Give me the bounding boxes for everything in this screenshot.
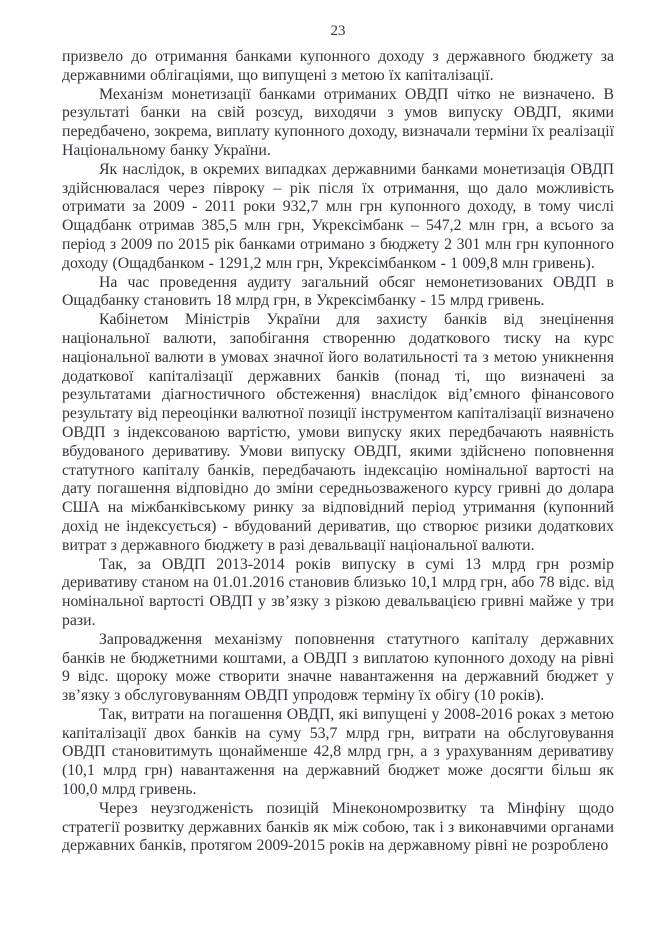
paragraph: На час проведення аудиту загальний обсяг немонетизованих ОВДП в Ощадбанку становить 18 млрд грн, в Укрексімбанку - 15 млрд гривень. (62, 273, 614, 310)
paragraph: Механізм монетизації банками отриманих ОВДП чітко не визначено. В результаті банки на свій розсуд, виходячи з умов випуску ОВДП, якими передбачено, зокрема, виплату купонного доходу, визначали терміни їх реалізації Національному банку України. (62, 85, 614, 159)
paragraph: Запровадження механізму поповнення статутного капіталу державних банків не бюджетними коштами, а ОВДП з виплатою купонного доходу на рівні 9 відс. щороку може створити значне навантаження на державний бюджет у зв’язку з обслуговуванням ОВДП упродовж терміну їх обігу (10 років). (62, 630, 614, 705)
paragraph: Через неузгодженість позицій Мінекономрозвитку та Мінфіну щодо стратегії розвитку державних банків як між собою, так і з виконавчими органами державних банків, протягом 2009-2015 років на державному рівні не розроблено (62, 799, 614, 855)
paragraph: Так, витрати на погашення ОВДП, які випущені у 2008-2016 роках з метою капіталізації двох банків на суму 53,7 млрд грн, витрати на обслуговування ОВДП становитимуть щонайменше 42,8 млрд грн, а з урахуванням деривативу (10,1 млрд грн) навантаження на державний бюджет може досягти більш як 100,0 млрд гривень. (62, 705, 614, 799)
paragraph: Кабінетом Міністрів України для захисту банків від знецінення національної валюти, запобігання створенню додаткового тиску на курс національної валюти в умовах значної його волатильності та з метою уникнення додаткової капіталізації державних банків (понад ті, що визначені за результатами діагностичного обстеження) внаслідок від’ємного фінансового результату від переоцінки валютної позиції інструментом капіталізації визначено ОВДП з індексованою вартістю, умови випуску яких передбачають наявність вбудованого деривативу. Умови випуску ОВДП, якими здійснено поповнення статутного капіталу банків, передбачають індексацію номінальної вартості на дату погашення відповідно до зміни середньозваженого курсу гривні до долара США на міжбанківському ринку за відповідний період утримання (купонний дохід не індексується) - вбудований дериватив, що створює ризики додаткових витрат з державного бюджету в разі девальвації національної валюти. (62, 311, 614, 554)
document-body (62, 48, 614, 856)
paragraph-continuation: призвело до отримання банками купонного доходу з державного бюджету за державними облігаціями, що випущені з метою їх капіталізації. (62, 48, 614, 84)
page-number: 23 (330, 23, 346, 39)
paragraph: Як наслідок, в окремих випадках державними банками монетизація ОВДП здійснювалася через півроку – рік після їх отримання, що дало можливість отримати за 2009 - 2011 роки 932,7 млн грн купонного доходу, в тому числі Ощадбанк отримав 385,5 млн грн, Укрексімбанк – 547,2 млн грн, а всього за період з 2009 по 2015 рік банками отримано з бюджету 2 301 млн грн купонного доходу (Ощадбанком - 1291,2 млн грн, Укрексімбанком - 1 009,8 млн гривень). (62, 160, 614, 272)
paragraph: Так, за ОВДП 2013-2014 років випуску в сумі 13 млрд грн розмір деривативу станом на 01.01.2016 становив близько 10,1 млрд грн, або 78 відс. від номінальної вартості ОВДП у зв’язку з різкою девальвацією гривні майже у три рази. (62, 555, 614, 629)
